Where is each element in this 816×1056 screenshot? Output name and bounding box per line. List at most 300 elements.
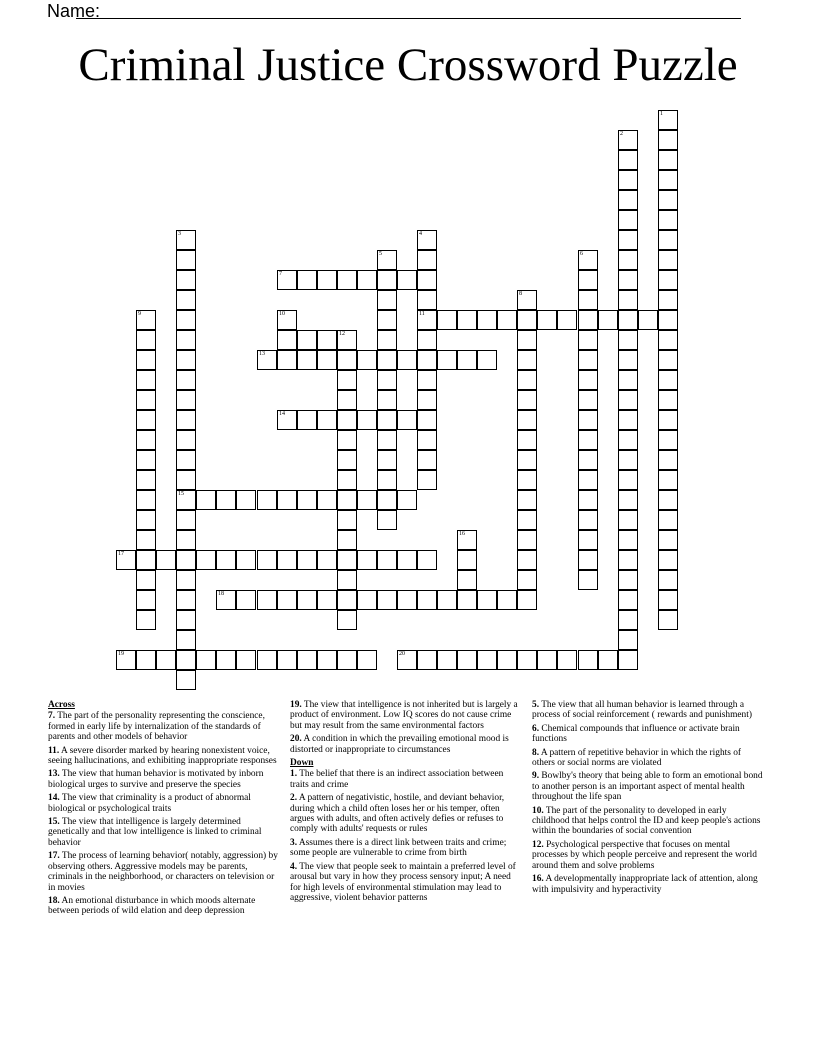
crossword-cell[interactable] bbox=[176, 490, 196, 510]
crossword-cell[interactable] bbox=[156, 550, 176, 570]
crossword-cell[interactable] bbox=[377, 470, 397, 490]
crossword-cell[interactable] bbox=[397, 490, 417, 510]
clue-number: 4 bbox=[419, 231, 422, 237]
crossword-cell[interactable] bbox=[658, 510, 678, 530]
crossword-cell[interactable] bbox=[317, 270, 337, 290]
clue-number-label: 10. bbox=[532, 805, 544, 816]
crossword-cell[interactable] bbox=[337, 330, 357, 350]
crossword-cell[interactable] bbox=[397, 590, 417, 610]
crossword-cell[interactable] bbox=[578, 330, 598, 350]
crossword-cell[interactable] bbox=[658, 610, 678, 630]
crossword-cell[interactable] bbox=[618, 230, 638, 250]
crossword-cell[interactable] bbox=[437, 590, 457, 610]
crossword-cell[interactable] bbox=[337, 550, 357, 570]
crossword-cell[interactable] bbox=[578, 490, 598, 510]
crossword-cell[interactable] bbox=[337, 610, 357, 630]
crossword-cell[interactable] bbox=[578, 550, 598, 570]
crossword-cell[interactable] bbox=[658, 190, 678, 210]
crossword-cell[interactable] bbox=[658, 310, 678, 330]
crossword-cell[interactable] bbox=[417, 310, 437, 330]
crossword-cell[interactable] bbox=[297, 350, 317, 370]
crossword-cell[interactable] bbox=[638, 310, 658, 330]
crossword-cell[interactable] bbox=[176, 650, 196, 670]
crossword-cell[interactable] bbox=[417, 470, 437, 490]
crossword-cell[interactable] bbox=[317, 330, 337, 350]
crossword-cell[interactable] bbox=[557, 650, 577, 670]
crossword-cell[interactable] bbox=[317, 350, 337, 370]
crossword-cell[interactable] bbox=[176, 670, 196, 690]
crossword-cell[interactable] bbox=[297, 590, 317, 610]
crossword-cell[interactable] bbox=[257, 550, 277, 570]
crossword-cell[interactable] bbox=[618, 490, 638, 510]
crossword-cell[interactable] bbox=[196, 550, 216, 570]
crossword-cell[interactable] bbox=[658, 470, 678, 490]
crossword-cell[interactable] bbox=[618, 530, 638, 550]
crossword-cell[interactable] bbox=[277, 310, 297, 330]
crossword-cell[interactable] bbox=[176, 290, 196, 310]
crossword-cell[interactable] bbox=[277, 590, 297, 610]
crossword-cell[interactable] bbox=[417, 370, 437, 390]
crossword-cell[interactable] bbox=[357, 550, 377, 570]
crossword-cell[interactable] bbox=[618, 610, 638, 630]
across-heading: Across bbox=[48, 700, 75, 710]
clue-number-label: 5. bbox=[532, 700, 540, 710]
crossword-cell[interactable] bbox=[517, 370, 537, 390]
crossword-cell[interactable] bbox=[457, 550, 477, 570]
crossword-cell[interactable] bbox=[658, 270, 678, 290]
crossword-cell[interactable] bbox=[377, 310, 397, 330]
crossword-cell[interactable] bbox=[417, 650, 437, 670]
crossword-cell[interactable] bbox=[417, 350, 437, 370]
clue-number-label: 7. bbox=[48, 711, 56, 722]
crossword-cell[interactable] bbox=[136, 490, 156, 510]
crossword-cell[interactable] bbox=[658, 350, 678, 370]
crossword-cell[interactable] bbox=[257, 350, 277, 370]
crossword-cell[interactable] bbox=[136, 470, 156, 490]
crossword-cell[interactable] bbox=[337, 530, 357, 550]
crossword-cell[interactable] bbox=[517, 390, 537, 410]
crossword-cell[interactable] bbox=[357, 590, 377, 610]
clue-number: 14 bbox=[279, 411, 285, 417]
crossword-cell[interactable] bbox=[377, 390, 397, 410]
crossword-cell[interactable] bbox=[317, 650, 337, 670]
crossword-cell[interactable] bbox=[537, 310, 557, 330]
crossword-cell[interactable] bbox=[337, 350, 357, 370]
crossword-cell[interactable] bbox=[457, 650, 477, 670]
crossword-cell[interactable] bbox=[618, 310, 638, 330]
crossword-cell[interactable] bbox=[277, 650, 297, 670]
crossword-cell[interactable] bbox=[377, 250, 397, 270]
crossword-cell[interactable] bbox=[618, 430, 638, 450]
crossword-cell[interactable] bbox=[156, 650, 176, 670]
clue-item bbox=[532, 874, 766, 895]
crossword-cell[interactable] bbox=[618, 350, 638, 370]
crossword-cell[interactable] bbox=[196, 650, 216, 670]
crossword-cell[interactable] bbox=[176, 250, 196, 270]
crossword-cell[interactable] bbox=[578, 470, 598, 490]
crossword-cell[interactable] bbox=[618, 150, 638, 170]
crossword-cell[interactable] bbox=[136, 530, 156, 550]
crossword-cell[interactable] bbox=[658, 230, 678, 250]
crossword-cell[interactable] bbox=[196, 490, 216, 510]
crossword-cell[interactable] bbox=[417, 250, 437, 270]
crossword-cell[interactable] bbox=[578, 570, 598, 590]
crossword-cell[interactable] bbox=[397, 350, 417, 370]
crossword-cell[interactable] bbox=[517, 590, 537, 610]
crossword-cell[interactable] bbox=[236, 590, 256, 610]
crossword-cell[interactable] bbox=[176, 610, 196, 630]
crossword-cell[interactable] bbox=[176, 550, 196, 570]
down-clue-list-continued bbox=[532, 700, 766, 895]
crossword-cell[interactable] bbox=[517, 310, 537, 330]
crossword-cell[interactable] bbox=[578, 650, 598, 670]
crossword-cell[interactable] bbox=[578, 310, 598, 330]
crossword-cell[interactable] bbox=[176, 230, 196, 250]
crossword-cell[interactable] bbox=[377, 430, 397, 450]
crossword-cell[interactable] bbox=[136, 590, 156, 610]
crossword-cell[interactable] bbox=[477, 590, 497, 610]
crossword-cell[interactable] bbox=[658, 530, 678, 550]
crossword-cell[interactable] bbox=[297, 650, 317, 670]
crossword-cell[interactable] bbox=[457, 530, 477, 550]
crossword-cell[interactable] bbox=[337, 470, 357, 490]
crossword-cell[interactable] bbox=[176, 450, 196, 470]
crossword-cell[interactable] bbox=[658, 490, 678, 510]
crossword-cell[interactable] bbox=[517, 410, 537, 430]
crossword-cell[interactable] bbox=[578, 250, 598, 270]
crossword-cell[interactable] bbox=[457, 570, 477, 590]
crossword-cell[interactable] bbox=[417, 590, 437, 610]
crossword-cell[interactable] bbox=[618, 370, 638, 390]
crossword-cell[interactable] bbox=[337, 510, 357, 530]
crossword-cell[interactable] bbox=[618, 330, 638, 350]
crossword-cell[interactable] bbox=[618, 570, 638, 590]
crossword-cell[interactable] bbox=[417, 270, 437, 290]
crossword-cell[interactable] bbox=[658, 130, 678, 150]
crossword-cell[interactable] bbox=[618, 290, 638, 310]
crossword-cell[interactable] bbox=[176, 330, 196, 350]
crossword-cell[interactable] bbox=[517, 550, 537, 570]
crossword-cell[interactable] bbox=[497, 650, 517, 670]
crossword-cell[interactable] bbox=[337, 450, 357, 470]
clue-text: The part of the personality representing the conscience, formed in early life by internalization of the standards of parents and other models of behavior bbox=[48, 711, 265, 743]
crossword-cell[interactable] bbox=[517, 650, 537, 670]
crossword-cell[interactable] bbox=[578, 350, 598, 370]
crossword-cell[interactable] bbox=[236, 550, 256, 570]
crossword-cell[interactable] bbox=[176, 510, 196, 530]
crossword-cell[interactable] bbox=[578, 390, 598, 410]
clue-item bbox=[532, 700, 766, 721]
crossword-cell[interactable] bbox=[136, 390, 156, 410]
crossword-cell[interactable] bbox=[578, 530, 598, 550]
crossword-cell[interactable] bbox=[618, 210, 638, 230]
crossword-cell[interactable] bbox=[176, 570, 196, 590]
crossword-cell[interactable] bbox=[618, 270, 638, 290]
crossword-cell[interactable] bbox=[377, 330, 397, 350]
clue-item bbox=[532, 840, 766, 871]
crossword-cell[interactable] bbox=[257, 490, 277, 510]
crossword-cell[interactable] bbox=[477, 310, 497, 330]
clue-text: A developmentally inappropriate lack of attention, along with impulsivity and hyperactivity bbox=[532, 874, 758, 895]
crossword-cell[interactable] bbox=[658, 390, 678, 410]
clue-text: The process of learning behavior( notably, aggression) by observing others. Aggressive models may be parents, criminals in the neighborhood, or characters on television or in movies bbox=[48, 851, 278, 893]
crossword-cell[interactable] bbox=[497, 590, 517, 610]
clues-column-2 bbox=[290, 700, 524, 906]
clue-text: Psychological perspective that focuses on mental processes by which people perceive and represent the world around them and solve problems bbox=[532, 839, 757, 871]
crossword-cell[interactable] bbox=[317, 410, 337, 430]
crossword-cell[interactable] bbox=[136, 550, 156, 570]
crossword-cell[interactable] bbox=[598, 310, 618, 330]
crossword-cell[interactable] bbox=[377, 350, 397, 370]
crossword-cell[interactable] bbox=[377, 490, 397, 510]
crossword-cell[interactable] bbox=[658, 150, 678, 170]
crossword-cell[interactable] bbox=[176, 270, 196, 290]
crossword-cell[interactable] bbox=[618, 450, 638, 470]
clue-number: 2 bbox=[620, 131, 623, 137]
crossword-cell[interactable] bbox=[578, 430, 598, 450]
crossword-cell[interactable] bbox=[578, 410, 598, 430]
crossword-cell[interactable] bbox=[397, 270, 417, 290]
crossword-cell[interactable] bbox=[377, 450, 397, 470]
crossword-cell[interactable] bbox=[578, 450, 598, 470]
clue-item bbox=[532, 748, 766, 769]
crossword-cell[interactable] bbox=[417, 230, 437, 250]
crossword-cell[interactable] bbox=[136, 370, 156, 390]
clue-item bbox=[48, 746, 279, 767]
clue-number: 8 bbox=[519, 291, 522, 297]
crossword-cell[interactable] bbox=[216, 590, 236, 610]
crossword-cell[interactable] bbox=[517, 470, 537, 490]
crossword-cell[interactable] bbox=[457, 310, 477, 330]
crossword-cell[interactable] bbox=[377, 410, 397, 430]
crossword-cell[interactable] bbox=[176, 630, 196, 650]
crossword-cell[interactable] bbox=[116, 550, 136, 570]
crossword-cell[interactable] bbox=[377, 370, 397, 390]
clue-number-label: 3. bbox=[290, 837, 298, 848]
crossword-cell[interactable] bbox=[658, 110, 678, 130]
clue-number: 9 bbox=[138, 311, 141, 317]
crossword-cell[interactable] bbox=[578, 510, 598, 530]
crossword-cell[interactable] bbox=[136, 570, 156, 590]
crossword-cell[interactable] bbox=[176, 470, 196, 490]
crossword-cell[interactable] bbox=[357, 650, 377, 670]
crossword-cell[interactable] bbox=[337, 390, 357, 410]
crossword-cell[interactable] bbox=[598, 650, 618, 670]
crossword-cell[interactable] bbox=[337, 430, 357, 450]
crossword-cell[interactable] bbox=[618, 630, 638, 650]
crossword-cell[interactable] bbox=[317, 490, 337, 510]
crossword-cell[interactable] bbox=[658, 330, 678, 350]
crossword-cell[interactable] bbox=[236, 490, 256, 510]
crossword-cell[interactable] bbox=[357, 410, 377, 430]
crossword-cell[interactable] bbox=[618, 590, 638, 610]
crossword-cell[interactable] bbox=[658, 570, 678, 590]
crossword-cell[interactable] bbox=[317, 550, 337, 570]
crossword-cell[interactable] bbox=[618, 390, 638, 410]
crossword-cell[interactable] bbox=[618, 130, 638, 150]
crossword-cell[interactable] bbox=[497, 310, 517, 330]
crossword-cell[interactable] bbox=[176, 590, 196, 610]
clue-number: 16 bbox=[459, 531, 465, 537]
crossword-cell[interactable] bbox=[578, 270, 598, 290]
crossword-cell[interactable] bbox=[136, 650, 156, 670]
clue-number: 11 bbox=[419, 311, 425, 317]
crossword-cell[interactable] bbox=[337, 410, 357, 430]
clue-text: The part of the personality to developed in early childhood that helps control the ID and keep people's actions within the boundaries of social convention bbox=[532, 805, 761, 837]
crossword-cell[interactable] bbox=[557, 310, 577, 330]
crossword-cell[interactable] bbox=[618, 550, 638, 570]
clue-item bbox=[290, 793, 524, 835]
crossword-cell[interactable] bbox=[437, 650, 457, 670]
crossword-cell[interactable] bbox=[618, 470, 638, 490]
crossword-cell[interactable] bbox=[517, 490, 537, 510]
crossword-cell[interactable] bbox=[317, 590, 337, 610]
crossword-cell[interactable] bbox=[377, 270, 397, 290]
crossword-cell[interactable] bbox=[397, 410, 417, 430]
crossword-cell[interactable] bbox=[277, 490, 297, 510]
crossword-cell[interactable] bbox=[517, 450, 537, 470]
clue-number: 3 bbox=[178, 231, 181, 237]
clue-number: 20 bbox=[399, 651, 405, 657]
crossword-cell[interactable] bbox=[658, 250, 678, 270]
crossword-cell[interactable] bbox=[658, 170, 678, 190]
crossword-cell[interactable] bbox=[176, 370, 196, 390]
clue-item bbox=[532, 806, 766, 837]
crossword-cell[interactable] bbox=[136, 450, 156, 470]
crossword-cell[interactable] bbox=[337, 490, 357, 510]
crossword-cell[interactable] bbox=[457, 590, 477, 610]
crossword-cell[interactable] bbox=[337, 590, 357, 610]
crossword-cell[interactable] bbox=[417, 550, 437, 570]
clue-item bbox=[532, 771, 766, 802]
clue-text: A pattern of repetitive behavior in which the rights of others or social norms are violated bbox=[532, 747, 742, 769]
crossword-cell[interactable] bbox=[477, 350, 497, 370]
crossword-cell[interactable] bbox=[337, 570, 357, 590]
crossword-cell[interactable] bbox=[517, 530, 537, 550]
crossword-cell[interactable] bbox=[517, 350, 537, 370]
crossword-cell[interactable] bbox=[517, 510, 537, 530]
crossword-cell[interactable] bbox=[116, 650, 136, 670]
crossword-cell[interactable] bbox=[337, 650, 357, 670]
crossword-cell[interactable] bbox=[136, 430, 156, 450]
crossword-cell[interactable] bbox=[297, 550, 317, 570]
crossword-cell[interactable] bbox=[517, 290, 537, 310]
crossword-cell[interactable] bbox=[658, 450, 678, 470]
crossword-cell[interactable] bbox=[417, 290, 437, 310]
crossword-cell[interactable] bbox=[417, 410, 437, 430]
clue-number-label: 19. bbox=[290, 700, 302, 710]
crossword-cell[interactable] bbox=[537, 650, 557, 670]
crossword-cell[interactable] bbox=[357, 490, 377, 510]
clue-number-label: 14. bbox=[48, 793, 60, 804]
crossword-cell[interactable] bbox=[618, 170, 638, 190]
crossword-cell[interactable] bbox=[397, 650, 417, 670]
clue-number: 13 bbox=[259, 351, 265, 357]
crossword-cell[interactable] bbox=[658, 290, 678, 310]
crossword-cell[interactable] bbox=[618, 410, 638, 430]
crossword-cell[interactable] bbox=[176, 430, 196, 450]
crossword-cell[interactable] bbox=[176, 350, 196, 370]
crossword-cell[interactable] bbox=[357, 270, 377, 290]
crossword-cell[interactable] bbox=[578, 290, 598, 310]
crossword-cell[interactable] bbox=[417, 450, 437, 470]
crossword-cell[interactable] bbox=[136, 510, 156, 530]
crossword-cell[interactable] bbox=[176, 310, 196, 330]
crossword-cell[interactable] bbox=[517, 570, 537, 590]
crossword-cell[interactable] bbox=[136, 610, 156, 630]
crossword-cell[interactable] bbox=[618, 650, 638, 670]
crossword-cell[interactable] bbox=[618, 250, 638, 270]
crossword-cell[interactable] bbox=[136, 330, 156, 350]
crossword-cell[interactable] bbox=[437, 310, 457, 330]
crossword-cell[interactable] bbox=[176, 410, 196, 430]
crossword-cell[interactable] bbox=[618, 190, 638, 210]
crossword-cell[interactable] bbox=[136, 410, 156, 430]
crossword-cell[interactable] bbox=[517, 430, 537, 450]
crossword-cell[interactable] bbox=[136, 310, 156, 330]
crossword-cell[interactable] bbox=[297, 270, 317, 290]
crossword-cell[interactable] bbox=[216, 490, 236, 510]
clue-item bbox=[290, 734, 524, 755]
crossword-cell[interactable] bbox=[236, 650, 256, 670]
crossword-cell[interactable] bbox=[277, 550, 297, 570]
crossword-cell[interactable] bbox=[176, 530, 196, 550]
crossword-cell[interactable] bbox=[216, 550, 236, 570]
crossword-cell[interactable] bbox=[658, 430, 678, 450]
crossword-cell[interactable] bbox=[658, 210, 678, 230]
crossword-cell[interactable] bbox=[658, 370, 678, 390]
crossword-cell[interactable] bbox=[658, 550, 678, 570]
crossword-cell[interactable] bbox=[297, 330, 317, 350]
clue-number-label: 18. bbox=[48, 895, 60, 906]
crossword-cell[interactable] bbox=[397, 550, 417, 570]
crossword-cell[interactable] bbox=[277, 350, 297, 370]
crossword-cell[interactable] bbox=[357, 350, 377, 370]
clue-number: 6 bbox=[580, 251, 583, 257]
crossword-cell[interactable] bbox=[658, 590, 678, 610]
crossword-cell[interactable] bbox=[477, 650, 497, 670]
crossword-cell[interactable] bbox=[337, 270, 357, 290]
crossword-cell[interactable] bbox=[216, 650, 236, 670]
crossword-cell[interactable] bbox=[297, 490, 317, 510]
clue-number: 19 bbox=[118, 651, 124, 657]
clue-number-label: 11. bbox=[48, 745, 60, 756]
crossword-cell[interactable] bbox=[457, 350, 477, 370]
crossword-cell[interactable] bbox=[377, 510, 397, 530]
crossword-cell[interactable] bbox=[578, 370, 598, 390]
crossword-cell[interactable] bbox=[136, 350, 156, 370]
crossword-cell[interactable] bbox=[277, 410, 297, 430]
crossword-cell[interactable] bbox=[297, 410, 317, 430]
crossword-cell[interactable] bbox=[337, 370, 357, 390]
crossword-cell[interactable] bbox=[517, 330, 537, 350]
crossword-cell[interactable] bbox=[417, 430, 437, 450]
crossword-cell[interactable] bbox=[377, 550, 397, 570]
crossword-cell[interactable] bbox=[377, 290, 397, 310]
crossword-cell[interactable] bbox=[658, 410, 678, 430]
crossword-cell[interactable] bbox=[417, 390, 437, 410]
crossword-cell[interactable] bbox=[417, 330, 437, 350]
crossword-cell[interactable] bbox=[377, 590, 397, 610]
crossword-cell[interactable] bbox=[257, 650, 277, 670]
crossword-cell[interactable] bbox=[277, 330, 297, 350]
crossword-cell[interactable] bbox=[277, 270, 297, 290]
crossword-cell[interactable] bbox=[437, 350, 457, 370]
crossword-cell[interactable] bbox=[176, 390, 196, 410]
crossword-cell[interactable] bbox=[257, 590, 277, 610]
clue-item bbox=[48, 896, 279, 917]
crossword-cell[interactable] bbox=[618, 510, 638, 530]
